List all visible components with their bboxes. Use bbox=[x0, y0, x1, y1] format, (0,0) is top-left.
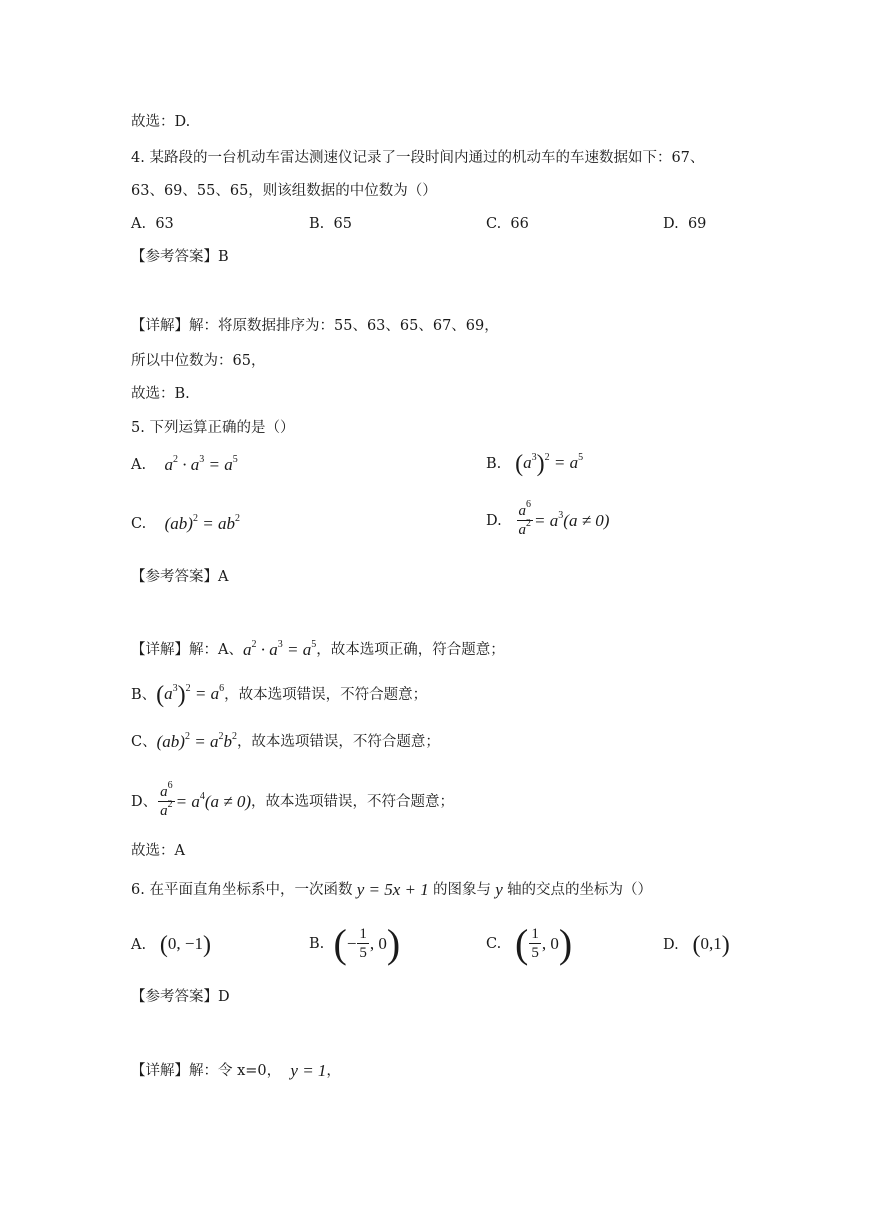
q5-detail-a: 【详解】解：A、 $a^2 \cdot a^3 = a^5$ ，故本选项正确，符合题意； bbox=[131, 639, 505, 659]
q6-option-a: A. (0, −1) bbox=[131, 932, 212, 958]
q4-option-a: A. 63 bbox=[131, 216, 174, 232]
q4-median: 所以中位数为：65， bbox=[131, 353, 266, 369]
q5-detail-b: B、 $(a^3)^2 = a^6$ ，故本选项错误，不符合题意； bbox=[131, 682, 428, 708]
question-5-stem: 5. 下列运算正确的是（） bbox=[131, 420, 295, 436]
q4-option-b: B. 65 bbox=[309, 216, 352, 232]
q6-detail: 【详解】解：令 x=0， y = 1 ， bbox=[131, 1061, 341, 1080]
q5-option-d: D. $\frac{a^6}{a^2}$ = $a^3(a \ne 0)$ bbox=[486, 499, 610, 538]
q4-option-c: C. 66 bbox=[486, 216, 529, 232]
q5-option-c: C. $(ab)^2 = ab^2$ bbox=[131, 513, 240, 533]
q6-option-c: C. ( $\frac{1}{5}$ , 0 ) bbox=[486, 921, 573, 966]
question-4-stem-cont: 63、69、55、65，则该组数据的中位数为（） bbox=[131, 183, 437, 199]
text-line: 故选：D. bbox=[131, 114, 191, 130]
q4-choice: 故选：B. bbox=[131, 386, 190, 402]
question-4-stem: 4. 某路段的一台机动车雷达测速仪记录了一段时间内通过的机动车的车速数据如下：67、 bbox=[131, 150, 705, 166]
q4-detail: 【详解】解：将原数据排序为：55、63、65、67、69， bbox=[131, 318, 499, 334]
q4-answer: 【参考答案】B bbox=[131, 249, 229, 265]
q6-answer: 【参考答案】D bbox=[131, 989, 230, 1005]
q4-option-d: D. 69 bbox=[663, 216, 707, 232]
q6-option-d: D. (0,1) bbox=[663, 932, 730, 958]
q5-choice: 故选：A bbox=[131, 843, 185, 859]
q6-option-b: B. ( − $\frac{1}{5}$ , 0 ) bbox=[309, 921, 401, 966]
q5-detail-d: D、 $\frac{a^6}{a^2}$ = $a^4(a \ne 0)$ ，故本选项错误，不符合题意； bbox=[131, 780, 455, 819]
q5-option-a: A. $a^2 \cdot a^3 = a^5$ bbox=[131, 454, 238, 474]
q5-answer: 【参考答案】A bbox=[131, 569, 229, 585]
question-6-stem: 6. 在平面直角坐标系中，一次函数 y = 5x + 1 的图象与 y 轴的交点的坐标为（） bbox=[131, 880, 653, 899]
q5-detail-c: C、 $(ab)^2 = a^2b^2$ ，故本选项错误，不符合题意； bbox=[131, 731, 440, 751]
q5-option-b: B. $(a^3)^2 = a^5$ bbox=[486, 451, 584, 477]
